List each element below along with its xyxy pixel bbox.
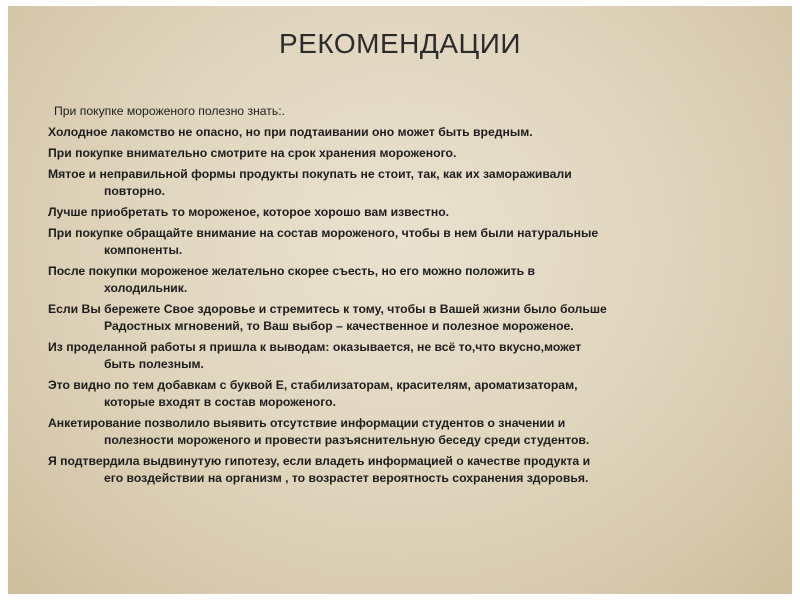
list-item: [48, 124, 768, 141]
list-item-line: После покупки мороженое желательно скорее съесть, но его можно положить в: [48, 264, 536, 278]
list-item: [48, 453, 768, 487]
list-item-line: Это видно по тем добавкам с буквой Е, стабилизаторам, красителям, ароматизаторам,: [48, 378, 578, 392]
list-item-continuation: полезности мороженого и провести разъяснительную беседу среди студентов.: [104, 433, 590, 447]
list-item: [48, 339, 768, 373]
list-item-line: Мятое и неправильной формы продукты покупать не стоит, так, как их замораживали: [48, 167, 572, 181]
list-item-continuation: холодильник.: [104, 281, 188, 295]
list-item: [48, 145, 768, 162]
list-item-line: При покупке внимательно смотрите на срок хранения мороженого.: [48, 146, 457, 160]
list-item-line: Если Вы бережете Свое здоровье и стремитесь к тому, чтобы в Вашей жизни было больше: [48, 302, 607, 316]
list-item: [48, 377, 768, 411]
list-item-line: При покупке обращайте внимание на состав мороженого, чтобы в нем были натуральные: [48, 226, 599, 240]
list-item: [48, 204, 768, 221]
list-item: [48, 415, 768, 449]
list-item-continuation: повторно.: [104, 184, 166, 198]
list-item-line: Я подтвердила выдвинутую гипотезу, если владеть информацией о качестве продукта и: [48, 454, 591, 468]
list-item-line: Лучше приобретать то мороженое, которое хорошо вам известно.: [48, 205, 450, 219]
list-item: [48, 263, 768, 297]
list-item: [48, 225, 768, 259]
recommendations-list: [48, 103, 768, 487]
list-item: [48, 301, 768, 335]
list-item-continuation: которые входят в состав мороженого.: [104, 395, 336, 409]
list-item-continuation: Радостных мгновений, то Ваш выбор – качественное и полезное мороженое.: [104, 319, 574, 333]
list-item-line: Холодное лакомство не опасно, но при подтаивании оно может быть вредным.: [48, 125, 533, 139]
list-item-continuation: его воздействии на организм , то возрастет вероятность сохранения здоровья.: [104, 471, 589, 485]
list-item-line: Из проделанной работы я пришла к выводам: оказывается, не всё то,что вкусно,может: [48, 340, 582, 354]
list-item-line: Анкетирование позволило выявить отсутствие информации студентов о значении и: [48, 416, 566, 430]
list-item-continuation: компоненты.: [104, 243, 183, 257]
list-item-continuation: быть полезным.: [104, 357, 204, 371]
list-item: [48, 166, 768, 200]
intro-text: При покупке мороженого полезно знать:.: [54, 104, 286, 118]
slide-title: РЕКОМЕНДАЦИИ: [279, 28, 521, 59]
